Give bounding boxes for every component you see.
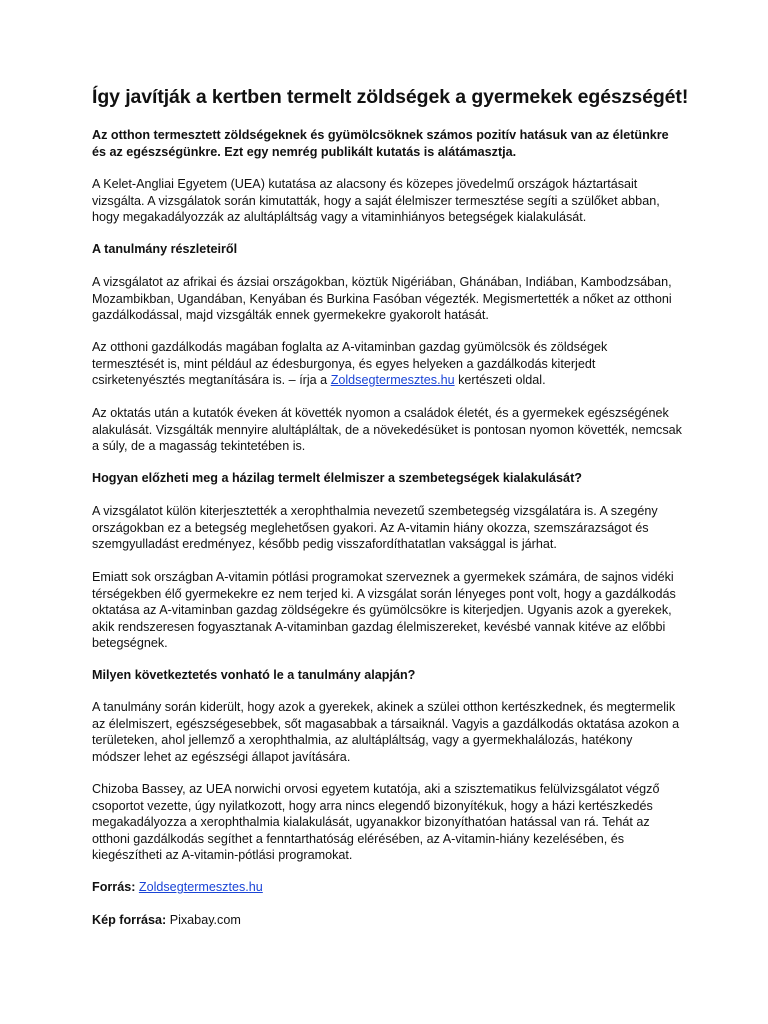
image-source-line <box>92 912 682 929</box>
paragraph-4: Az oktatás után a kutatók éveken át követték nyomon a családok életét, és a gyermekek egészségének alakulását. Vizsgálták mennyire alultápláltak, de a növekedésüket is pontosan nyomon követték, nemcsak a súly, de a magasság tekintetében is. <box>92 406 682 454</box>
paragraph-2: A vizsgálatot az afrikai és ázsiai országokban, köztük Nigériában, Ghánában, Indiában, Kambodzsában, Mozambikban, Ugandában, Kenyában és Burkina Fasóban végezték. Megismertették a nőket az otthoni gazdálkodással, majd vizsgálták ennek gyermekekre gyakorolt hatását. <box>92 275 672 323</box>
source-link[interactable]: Zoldsegtermesztes.hu <box>138 880 263 894</box>
paragraph-6: Emiatt sok országban A-vitamin pótlási programokat szerveznek a gyermekek számára, de sajnos vidéki térségekben élő gyermekekre ez nem terjed ki. A vizsgálat során lényeges pont volt, hogy a gazdálkodás oktatása az A-vitaminban gazdag zöldségekre és gyümölcsökre is kiterjedjen. Ugyanis azok a gyerekek, akik rendszeresen fogyasztanak A-vitaminban gazdag élelmiszereket, kevésbé vannak kitéve az előbbi betegségnek. <box>92 570 676 651</box>
paragraph-1: A Kelet-Angliai Egyetem (UEA) kutatása az alacsony és közepes jövedelmű országok háztartásait vizsgálta. A vizsgálatok során kimutatták, hogy a saját élelmiszer termesztése segíti a szülőket abban, hogy megakadályozzák az alultápláltság vagy a vitaminhiányos betegségek kialakulását. <box>92 177 660 225</box>
section-heading-1: A tanulmány részleteiről <box>92 242 238 256</box>
image-source-label: Kép forrása: <box>92 913 167 927</box>
paragraph-5: A vizsgálatot külön kiterjesztették a xerophthalmia nevezetű szembetegség vizsgálatára is. A szegény országokban ez a betegség meglehetősen gyakori. Az A-vitamin hiány okozza, szemszárazságot és szemgyulladást eredményez, később pedig visszafordíthatatlan vaksággal is járhat. <box>92 504 658 552</box>
paragraph-3-text: Az otthoni gazdálkodás magában foglalta az A-vitaminban gazdag gyümölcsök és zöldségek termesztését is, mint például az édesburgonya, és egyes helyeken a gazdálkodás kiterjedt csirketenyésztés megtanítására is. – írja a <box>92 340 608 388</box>
lead-paragraph: Az otthon termesztett zöldségeknek és gyümölcsöknek számos pozitív hatásuk van az életünkre és az egészségünkre. Ezt egy nemrég publikált kutatás is alátámasztja. <box>92 128 669 159</box>
source-label: Forrás: <box>92 880 136 894</box>
article-title: Így javítják a kertben termelt zöldségek a gyermekek egészségét! <box>92 86 689 108</box>
source-line <box>92 879 682 896</box>
section-heading-2: Hogyan előzheti meg a házilag termelt élelmiszer a szembetegségek kialakulását? <box>92 471 582 485</box>
paragraph-3 <box>92 339 682 389</box>
section-heading-3: Milyen következtetés vonható le a tanulmány alapján? <box>92 668 416 682</box>
paragraph-7: A tanulmány során kiderült, hogy azok a gyerekek, akinek a szülei otthon kertészkednek, és megtermelik az élelmiszert, egészségesebbek, sőt magasabbak a társaiknál. Vagyis a gazdálkodás oktatása azokon a területeken, ahol jellemző a xerophthalmia, az alultápláltság, vagy a gyermekhalálozás, hatékony módszer lehet az egészségi állapot javítására. <box>92 700 680 764</box>
zoldsegtermesztes-link[interactable]: Zoldsegtermesztes.hu <box>330 373 455 388</box>
paragraph-3-text-end: kertészeti oldal. <box>454 373 546 388</box>
paragraph-8: Chizoba Bassey, az UEA norwichi orvosi egyetem kutatója, aki a szisztematikus felülvizsgálatot végző csoportot vezette, úgy nyilatkozott, hogy arra nincs elegendő bizonyítékuk, hogy a házi kertészkedés megakadályozza a xerophthalmia kialakulását, ugyanakkor bizonyíthatóan hatással van rá. Tehát az otthoni gazdálkodás segíthet a fenntarthatóság elérésében, az A-vitamin-hiány kezelésében, és kiegészítheti az A-vitamin-pótlási programokat. <box>92 782 660 863</box>
image-source-value: Pixabay.com <box>169 913 241 927</box>
